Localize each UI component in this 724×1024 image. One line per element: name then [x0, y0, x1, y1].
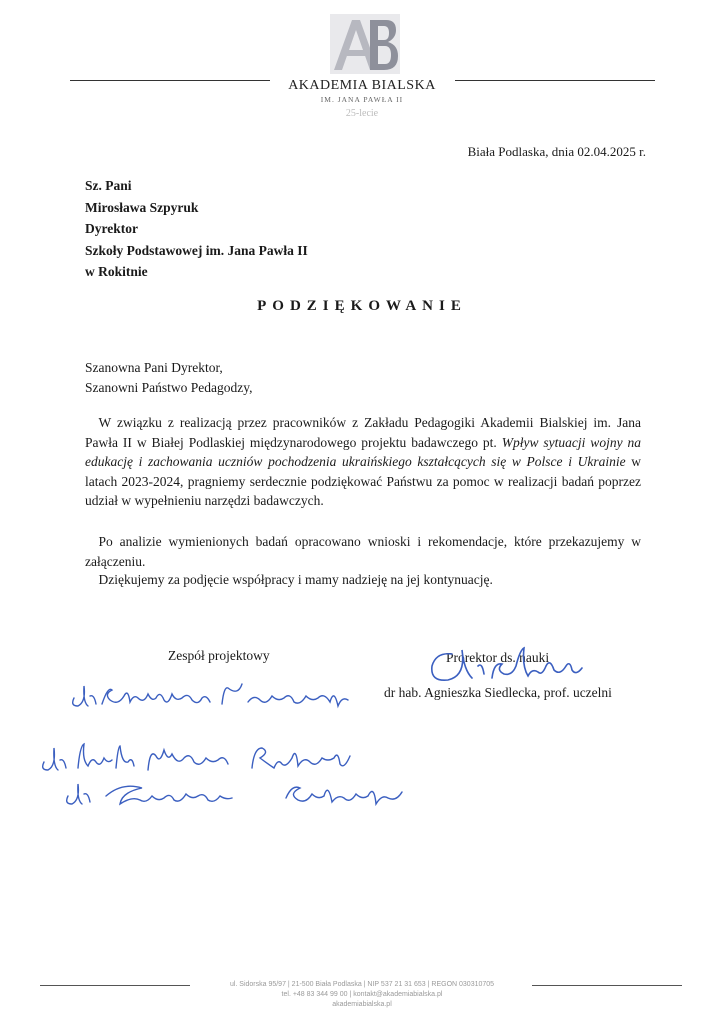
addressee-location: w Rokitnie: [85, 264, 148, 279]
signature-nazaruk: [68, 676, 353, 716]
team-label: Zespół projektowy: [168, 648, 270, 663]
signature-rector: [422, 640, 592, 698]
paragraph-2: [85, 532, 641, 571]
paragraph-2-text: Po analizie wymienionych badań opracowano wnioski i rekomendacje, które przekazujemy w załączeniu.: [85, 534, 641, 569]
greeting-line-2: Szanowni Państwo Pedagodzy,: [85, 379, 253, 395]
paragraph-3: [85, 570, 641, 590]
anniversary-mark: 25-lecie: [345, 108, 379, 119]
footer-website: akademiabialska.pl: [332, 1001, 392, 1008]
paragraph-1: [85, 413, 641, 511]
addressee-school: Szkoły Podstawowej im. Jana Pawła II: [85, 242, 308, 258]
addressee-name: Mirosława Szpyruk: [85, 199, 199, 215]
project-title: Wpływ sytuacji wojny na edukację i zachowania uczniów pochodzenia ukraińskiego kształcących się w Polsce i Ukrainie: [85, 434, 641, 469]
paragraph-3-text: Dziękujemy za podjęcie współpracy i mamy nadzieję na jej kontynuację.: [98, 572, 493, 587]
addressee-salutation: Sz. Pani: [85, 178, 132, 193]
university-logo: [330, 14, 400, 74]
university-patron: IM. JANA PAWŁA II: [320, 95, 404, 104]
document-title: PODZIĘKOWANIE: [257, 298, 467, 314]
signature-sobstyl: [62, 774, 412, 814]
footer-contact: tel. +48 83 344 99 00 | kontakt@akademiabialska.pl: [281, 991, 443, 998]
addressee-block: [85, 175, 308, 283]
university-name: AKADEMIA BIALSKA: [288, 78, 436, 93]
addressee-role: Dyrektor: [85, 221, 138, 236]
date-line: Biała Podlaska, dnia 02.04.2025 r.: [467, 144, 646, 159]
greeting-line-1: Szanowna Pani Dyrektor,: [85, 360, 223, 375]
greeting: [85, 358, 641, 397]
footer-address: ul. Sidorska 95/97 | 21-500 Biała Podlaska | NIP 537 21 31 653 | REGON 030310705: [229, 981, 495, 988]
rector-title: Prorektor ds. nauki: [446, 650, 550, 665]
signature-rudzewicz: [38, 736, 368, 778]
rector-name: dr hab. Agnieszka Siedlecka, prof. uczelni: [384, 685, 612, 700]
paragraph-1-text-a: W związku z realizacją przez pracowników z Zakładu Pedagogiki Akademii Bialskiej im. Jana Pawła II w Białej Podlaskiej międzynarodowego projektu badawczego pt.: [85, 415, 641, 450]
paragraph-1-text-b: w latach 2023-2024, pragniemy serdecznie podziękować Państwu za pomoc w realizacji badań poprzez udział w wypełnieniu narzędzi badawczych.: [85, 454, 641, 508]
